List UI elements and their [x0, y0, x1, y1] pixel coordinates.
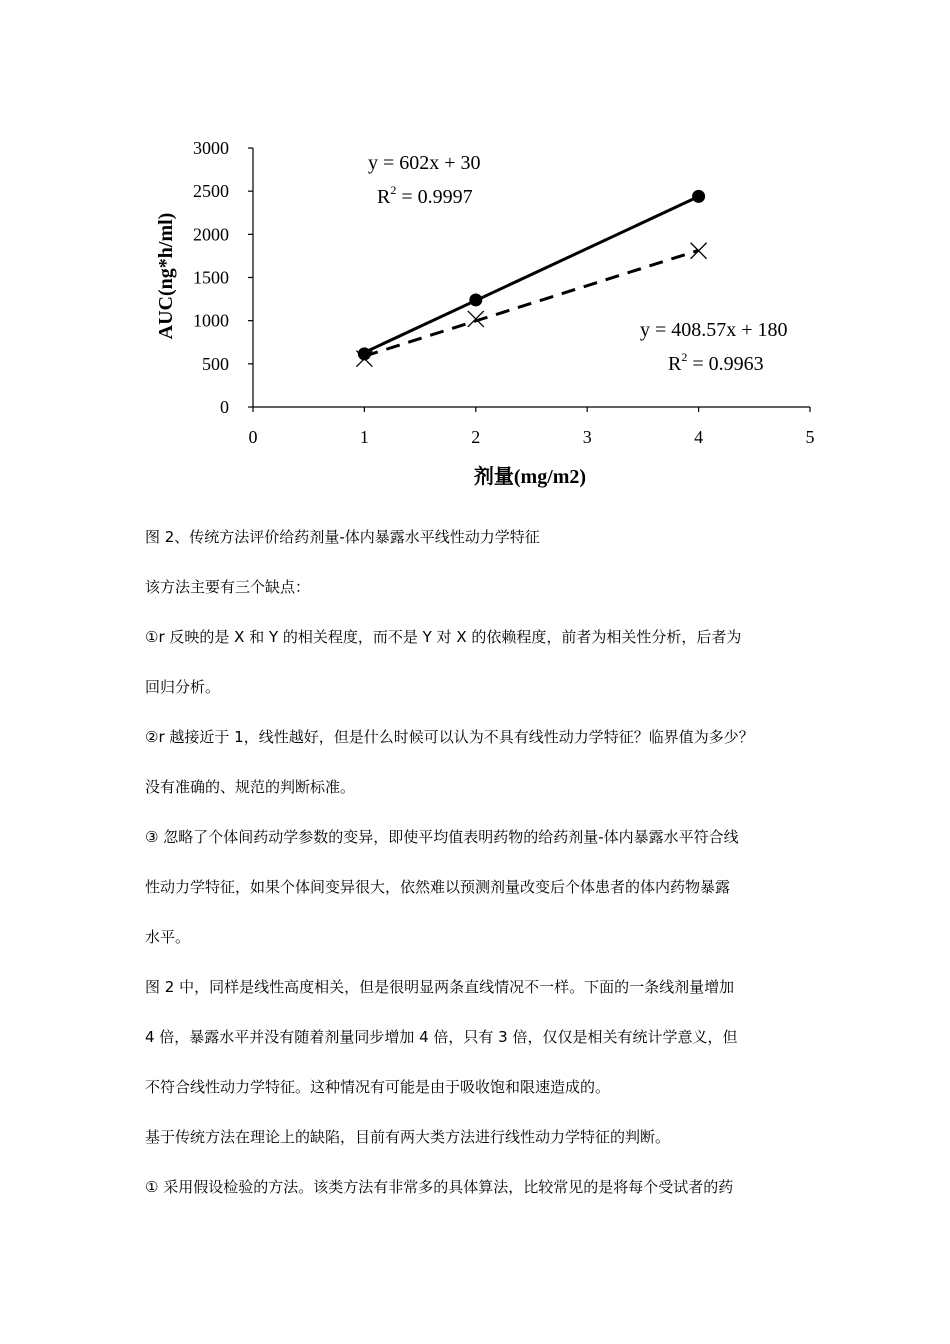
paragraph-point3-line3: 水平。 — [145, 928, 191, 946]
figure-caption: 图 2、传统方法评价给药剂量-体内暴露水平线性动力学特征 — [145, 528, 540, 546]
figure-chart — [0, 0, 950, 510]
y-tick-label: 2000 — [193, 224, 229, 245]
series2-r-squared: $R^2 = 0.9963$ — [668, 350, 764, 375]
paragraph-method1: ① 采用假设检验的方法。该类方法有非常多的具体算法，比较常见的是将每个受试者的药 — [145, 1178, 734, 1196]
paragraph-intro: 该方法主要有三个缺点： — [145, 578, 311, 596]
x-tick-label: 1 — [359, 427, 369, 447]
paragraph-methods: 基于传统方法在理论上的缺陷，目前有两大类方法进行线性动力学特征的判断。 — [145, 1128, 671, 1146]
x-tick-label: 2 — [471, 427, 481, 447]
y-tick-label: 2500 — [193, 181, 229, 202]
series1-point — [469, 293, 482, 306]
x-axis-title: 剂量(mg/m2) — [473, 466, 587, 488]
series2-equation: y = 408.57x + 180 — [640, 319, 788, 341]
series1-r-squared: $R^2 = 0.9997$ — [377, 183, 473, 208]
y-tick-label: 3000 — [193, 138, 229, 158]
paragraph-fig2-line2: 4 倍，暴露水平并没有随着剂量同步增加 4 倍，只有 3 倍，仅仅是相关有统计学意义，但 — [145, 1028, 738, 1046]
y-tick-label: 0 — [220, 397, 229, 417]
y-tick-label: 1500 — [193, 267, 229, 288]
y-ticks — [193, 138, 253, 417]
x-ticks — [249, 407, 815, 447]
y-axis-title: AUC(ng*h/ml) — [155, 212, 177, 340]
series1-equation: y = 602x + 30 — [368, 152, 481, 174]
paragraph-point1-line1: ①r 反映的是 X 和 Y 的相关程度，而不是 Y 对 X 的依赖程度，前者为相关性分析，后者为 — [145, 628, 742, 646]
paragraph-point3-line2: 性动力学特征，如果个体间变异很大，依然难以预测剂量改变后个体患者的体内药物暴露 — [145, 878, 731, 896]
paragraph-point1-line2: 回归分析。 — [145, 678, 221, 696]
x-tick-label: 0 — [248, 427, 258, 447]
x-tick-label: 4 — [694, 427, 704, 447]
paragraph-fig2-line1: 图 2 中，同样是线性高度相关，但是很明显两条直线情况不一样。下面的一条线剂量增加 — [145, 978, 735, 996]
x-tick-label: 5 — [805, 427, 815, 447]
x-tick-label: 3 — [582, 427, 592, 447]
paragraph-point3-line1: ③ 忽略了个体间药动学参数的变异，即使平均值表明药物的给药剂量-体内暴露水平符合线 — [145, 828, 739, 846]
y-tick-label: 500 — [202, 353, 229, 374]
series1-point — [692, 190, 705, 203]
y-tick-label: 1000 — [193, 310, 229, 331]
paragraph-point2-line2: 没有准确的、规范的判断标准。 — [145, 778, 356, 796]
paragraph-fig2-line3: 不符合线性动力学特征。这种情况有可能是由于吸收饱和限速造成的。 — [145, 1078, 611, 1096]
paragraph-point2-line1: ②r 越接近于 1，线性越好，但是什么时候可以认为不具有线性动力学特征？临界值为多少？ — [145, 728, 754, 746]
